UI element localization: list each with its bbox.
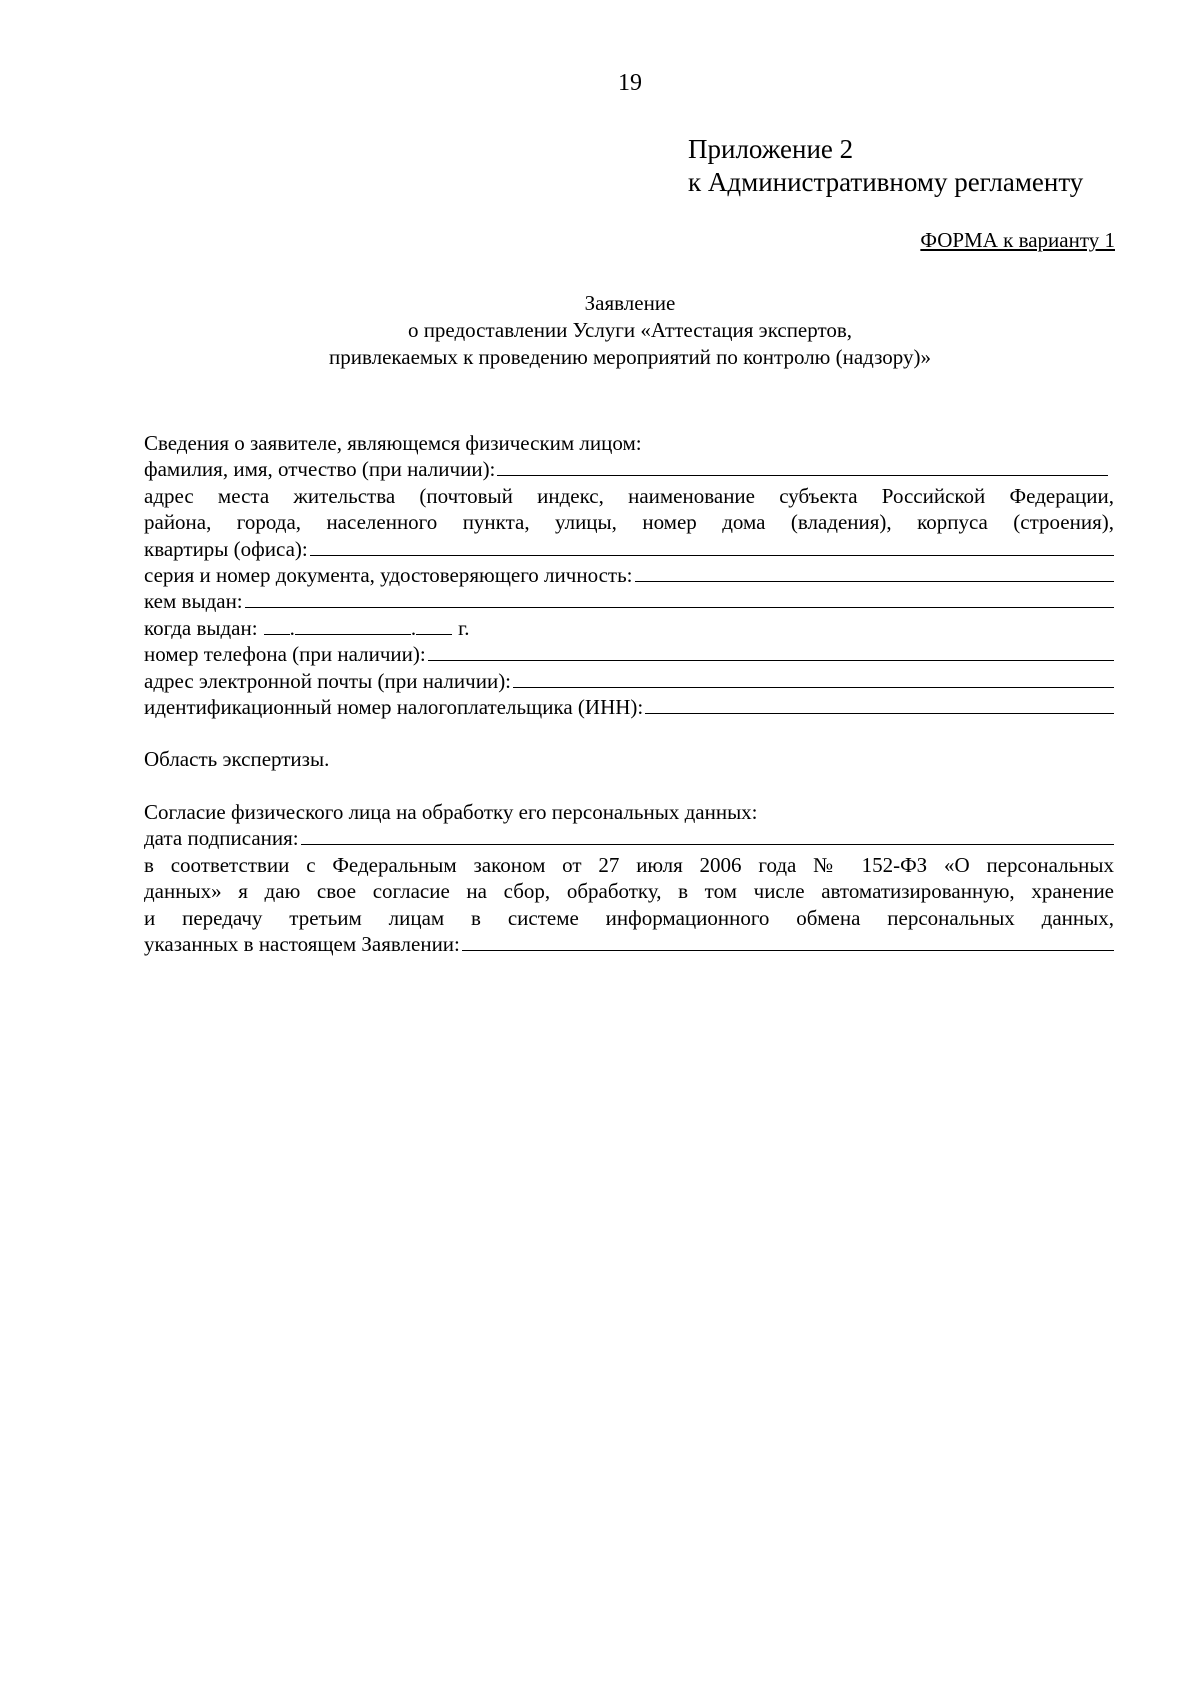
consent-text-line-3: и передачу третьим лицам в системе информационного обмена персональных данных,	[144, 905, 1114, 930]
issued-day-field[interactable]	[264, 616, 290, 635]
full-name-row	[144, 456, 1114, 482]
title-line-2: о предоставлении Услуги «Аттестация экспертов,	[407, 318, 853, 342]
issued-when-separator-1: .	[289, 615, 295, 640]
full-name-field[interactable]	[497, 457, 1108, 476]
appendix-line-1: Приложение 2	[688, 134, 854, 164]
consent-heading: Согласие физического лица на обработку его персональных данных:	[144, 799, 758, 824]
document-title	[0, 290, 1200, 371]
phone-field[interactable]	[428, 642, 1114, 661]
issued-year-field[interactable]	[416, 616, 452, 635]
issued-when-label: когда выдан:	[144, 615, 258, 640]
issued-when-row	[144, 615, 1114, 641]
applicant-heading: Сведения о заявителе, являющемся физическим лицом:	[144, 431, 642, 455]
issued-by-field[interactable]	[245, 589, 1114, 608]
consent-text-line-1: в соответствии с Федеральным законом от 27 июля 2006 года № 152-ФЗ «О персональных	[144, 852, 1114, 877]
consent-signature-field[interactable]	[462, 932, 1114, 951]
full-name-label: фамилия, имя, отчество (при наличии):	[144, 457, 496, 482]
email-field[interactable]	[513, 669, 1114, 688]
date-signed-label: дата подписания:	[144, 826, 299, 851]
phone-row	[144, 641, 1114, 667]
spacer	[144, 773, 1114, 799]
address-label-line-3: квартиры (офиса):	[144, 536, 308, 561]
email-row	[144, 668, 1114, 694]
issued-when-year-suffix: г.	[458, 615, 470, 640]
document-row	[144, 562, 1114, 588]
inn-row	[144, 694, 1114, 720]
page-number: 19	[618, 70, 642, 96]
issued-by-row	[144, 588, 1114, 614]
date-signed-field[interactable]	[301, 826, 1114, 845]
issued-month-field[interactable]	[295, 616, 411, 635]
phone-label: номер телефона (при наличии):	[144, 642, 426, 667]
address-label-line-2: района, города, населенного пункта, улицы, номер дома (владения), корпуса (строения),	[144, 510, 1114, 535]
consent-text-line-4: указанных в настоящем Заявлении:	[144, 931, 460, 956]
form-body	[144, 430, 1114, 957]
title-line-3: привлекаемых к проведению мероприятий по контролю (надзору)»	[328, 345, 931, 369]
date-signed-row	[144, 825, 1114, 851]
issued-by-label: кем выдан:	[144, 589, 243, 614]
address-field[interactable]	[310, 537, 1114, 556]
address-label-line-1: адрес места жительства (почтовый индекс, наименование субъекта Российской Федерации,	[144, 483, 1114, 508]
appendix-heading	[688, 133, 1083, 199]
form-variant-label: ФОРМА к варианту 1	[920, 228, 1115, 252]
title-line-1: Заявление	[584, 291, 676, 315]
address-row	[144, 536, 1114, 562]
spacer	[144, 720, 1114, 746]
appendix-line-2: к Административному регламенту	[688, 167, 1084, 197]
issued-when-separator-2: .	[410, 615, 417, 640]
consent-text-line-2: данных» я даю свое согласие на сбор, обработку, в том числе автоматизированную, хранение	[144, 879, 1114, 904]
inn-field[interactable]	[645, 695, 1114, 714]
email-label: адрес электронной почты (при наличии):	[144, 668, 512, 693]
inn-label: идентификационный номер налогоплательщика (ИНН):	[144, 695, 644, 720]
document-label: серия и номер документа, удостоверяющего личность:	[144, 563, 633, 588]
expertise-label: Область экспертизы.	[144, 747, 330, 772]
document-field[interactable]	[635, 563, 1115, 582]
consent-signature-row	[144, 931, 1114, 957]
